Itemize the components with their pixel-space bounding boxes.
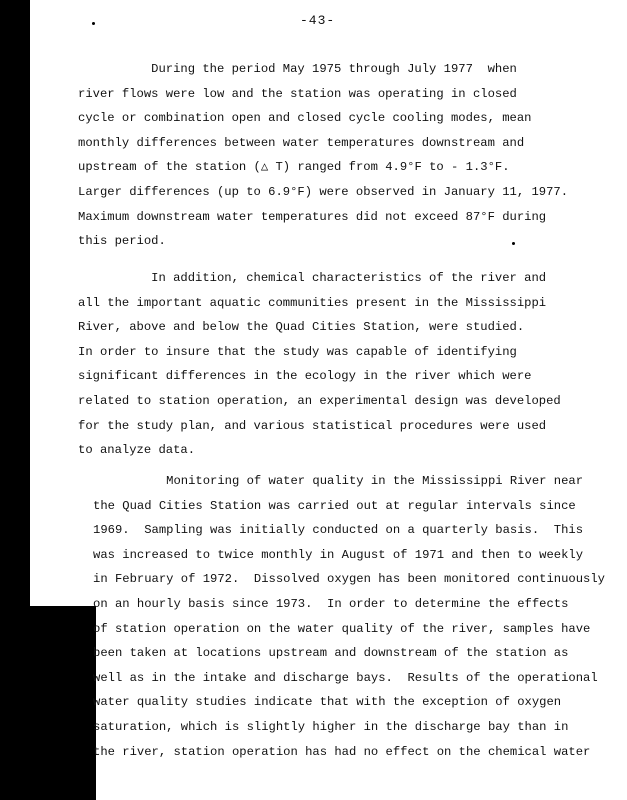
text-line: saturation, which is slightly higher in the discharge bay than in — [93, 719, 569, 734]
text-line: been taken at locations upstream and downstream of the station as — [93, 646, 569, 661]
text-line: this period. — [78, 234, 166, 249]
text-line: cycle or combination open and closed cycle cooling modes, mean — [78, 111, 532, 126]
text-line: the river, station operation has had no effect on the chemical water — [93, 744, 591, 759]
text-line: to analyze data. — [78, 443, 196, 458]
text-line: for the study plan, and various statistical procedures were used — [78, 418, 547, 433]
text-line: In order to insure that the study was capable of identifying — [78, 344, 517, 359]
text-line: Monitoring of water quality in the Mississippi River near — [93, 474, 584, 488]
text-line: all the important aquatic communities present in the Mississippi — [78, 295, 547, 310]
text-line: 1969. Sampling was initially conducted on a quarterly basis. This — [93, 523, 584, 538]
text-line: related to station operation, an experimental design was developed — [78, 393, 561, 408]
text-line: of station operation on the water quality of the river, samples have — [93, 621, 591, 636]
page-number: -43- — [300, 13, 336, 28]
text-line: In addition, chemical characteristics of the river and — [78, 271, 547, 285]
text-line: upstream of the station (△ T) ranged from 4.9°F to - 1.3°F. — [78, 160, 510, 175]
text-line: During the period May 1975 through July 1977 when — [78, 62, 517, 76]
text-line: River, above and below the Quad Cities Station, were studied. — [78, 320, 525, 335]
paragraph-study-design — [78, 266, 561, 463]
scan-speck — [92, 22, 95, 25]
text-line: Larger differences (up to 6.9°F) were observed in January 11, 1977. — [78, 184, 569, 199]
scan-shadow-bottom-left — [0, 606, 96, 800]
paragraph-temperature — [78, 57, 568, 254]
text-line: the Quad Cities Station was carried out at regular intervals since — [93, 498, 576, 513]
text-line: water quality studies indicate that with the exception of oxygen — [93, 695, 562, 710]
text-line: on an hourly basis since 1973. In order to determine the effects — [93, 596, 569, 611]
text-line: well as in the intake and discharge bays. Results of the operational — [93, 670, 598, 685]
paragraph-water-quality — [93, 469, 605, 764]
text-line: Maximum downstream water temperatures did not exceed 87°F during — [78, 209, 547, 224]
text-line: in February of 1972. Dissolved oxygen has been monitored continuously — [93, 572, 605, 587]
text-line: significant differences in the ecology in the river which were — [78, 369, 532, 384]
text-line: river flows were low and the station was operating in closed — [78, 86, 517, 101]
text-line: monthly differences between water temperatures downstream and — [78, 135, 525, 150]
text-line: was increased to twice monthly in August of 1971 and then to weekly — [93, 547, 584, 562]
